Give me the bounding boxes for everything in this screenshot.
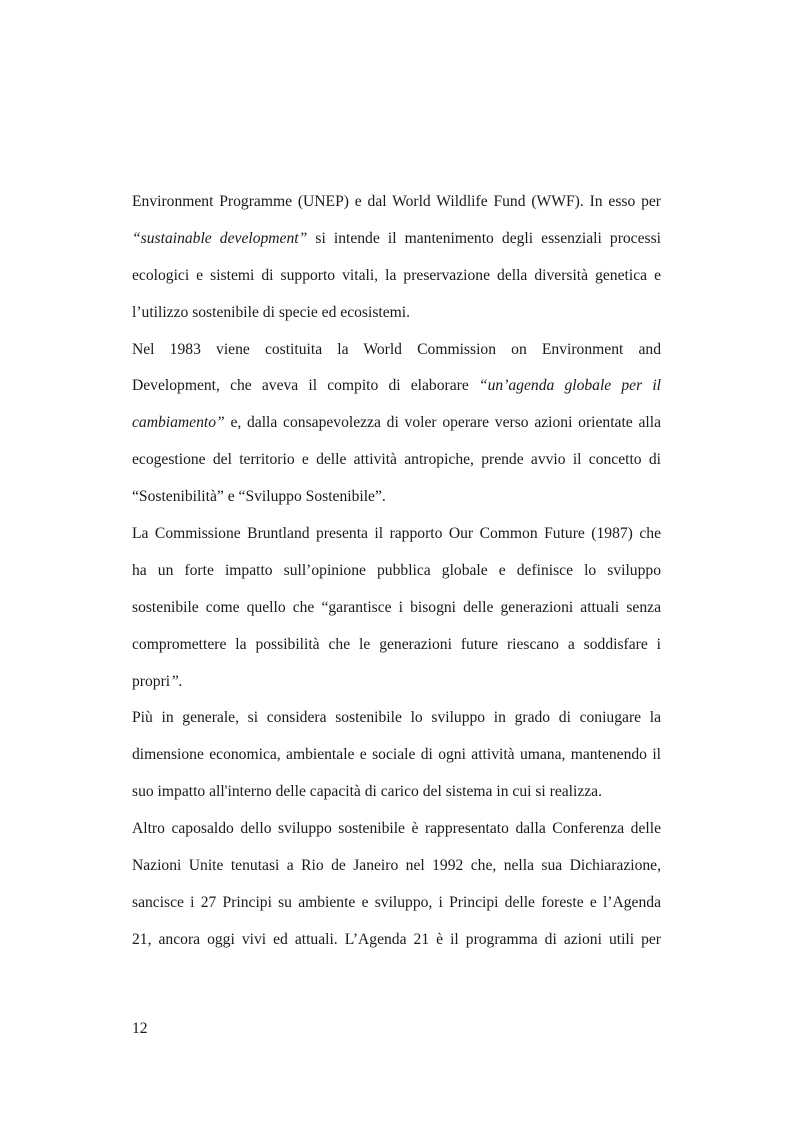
text-line: ecogestione del territorio e delle attività antropiche, prende avvio il concetto di: [132, 451, 661, 469]
body-text: [132, 184, 661, 959]
text-line: ha un forte impatto sull’opinione pubblica globale e definisce lo sviluppo: [132, 561, 661, 579]
text-line: sostenibile come quello che “garantisce i bisogni delle generazioni attuali senza: [132, 598, 661, 616]
text-line: Altro caposaldo dello sviluppo sostenibile è rappresentato dalla Conferenza delle: [132, 820, 661, 838]
text-line: compromettere la possibilità che le generazioni future riescano a soddisfare i: [132, 635, 661, 653]
text-line: Environment Programme (UNEP) e dal World Wildlife Fund (WWF). In esso per: [132, 193, 661, 210]
text-line: dimensione economica, ambientale e sociale di ogni attività umana, mantenendo il: [132, 746, 661, 764]
text-line: Nel 1983 viene costituita la World Commission on Environment and: [132, 340, 661, 358]
text-line: l’utilizzo sostenibile di specie ed ecosistemi.: [132, 303, 411, 321]
text-line: ecologici e sistemi di supporto vitali, la preservazione della diversità genetica e: [132, 266, 661, 284]
text-line: cambiamento” e, dalla consapevolezza di voler operare verso azioni orientate alla: [132, 414, 661, 432]
text-line: “Sostenibilità” e “Sviluppo Sostenibile”.: [132, 488, 386, 506]
text-line: suo impatto all'interno delle capacità di carico del sistema in cui si realizza.: [132, 783, 603, 801]
text-line: Nazioni Unite tenutasi a Rio de Janeiro nel 1992 che, nella sua Dichiarazione,: [132, 857, 661, 875]
text-line: “sustainable development” si intende il mantenimento degli essenziali processi: [132, 229, 661, 247]
text-line: propri”.: [132, 672, 183, 690]
text-line: Più in generale, si considera sostenibile lo sviluppo in grado di coniugare la: [132, 709, 661, 727]
text-line: 21, ancora oggi vivi ed attuali. L’Agenda 21 è il programma di azioni utili per: [132, 930, 661, 948]
text-line: Development, che aveva il compito di elaborare “un’agenda globale per il: [132, 377, 661, 395]
text-line: La Commissione Bruntland presenta il rapporto Our Common Future (1987) che: [132, 525, 661, 543]
text-line: sancisce i 27 Principi su ambiente e sviluppo, i Principi delle foreste e l’Agenda: [132, 893, 661, 911]
page-number: 12: [132, 1020, 148, 1037]
